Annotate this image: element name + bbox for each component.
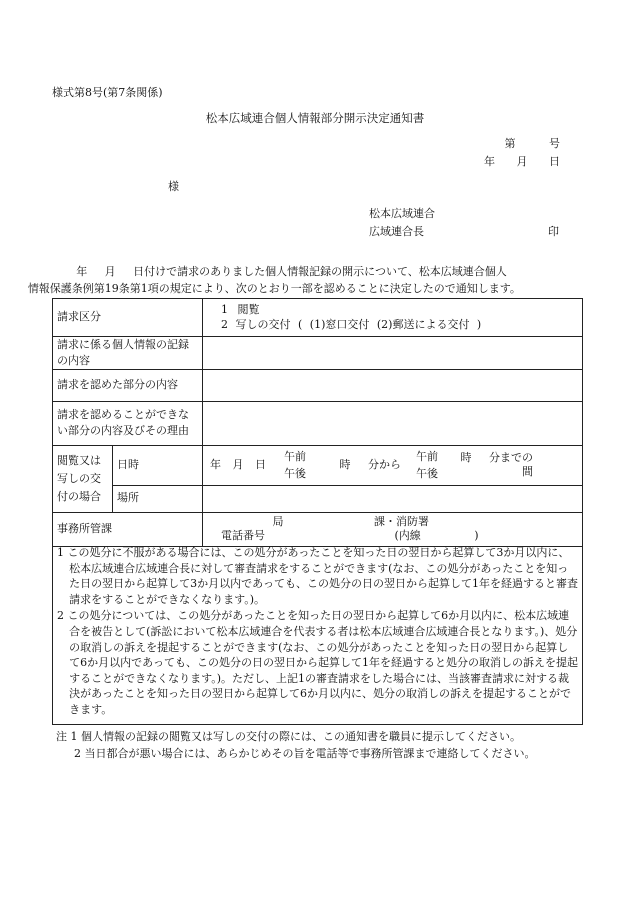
row-denied-part [53, 401, 583, 445]
office-section: 課・消防署 [374, 514, 429, 528]
addressee-suffix: 様 [168, 180, 179, 193]
note-1: 1 この処分に不服がある場合には、この処分があったことを知った日の翌日から起算して3か月以内に、松本広域連合広域連合長に対して審査請求をすることができます(なお、この処分があったことを知った日の翌日から起算して3か月以内であっても、この処分の日の翌日から起算して1年を経過すると審査請求をすることができなくなります。)。 [57, 546, 578, 606]
end-am: 午前 [416, 449, 438, 463]
start-pm: 午後 [284, 467, 306, 481]
viewing-label: 閲覧又は写しの交付の場合 [53, 445, 113, 512]
denied-part-value[interactable] [203, 401, 583, 445]
decision-table [52, 298, 583, 547]
place-value[interactable] [203, 485, 583, 512]
end-ampm [401, 448, 453, 483]
footnote-1: 注 1 個人情報の記録の閲覧又は写しの交付の際には、この通知書を職員に提示してください。 [56, 730, 521, 743]
office-bureau: 局 [272, 514, 284, 528]
request-type-label: 請求区分 [53, 299, 203, 337]
row-approved-part [53, 369, 583, 401]
footnote-2: 2 当日都合が悪い場合には、あらかじめその旨を電話等で事務所管課まで連絡してください。 [74, 747, 536, 761]
document-date-line: 年 月 日 [484, 155, 560, 168]
sender-head: 広域連合長 [369, 225, 424, 238]
approved-part-label: 請求を認めた部分の内容 [53, 369, 203, 401]
start-ampm [269, 448, 321, 483]
document-number-line: 第 号 [504, 137, 560, 150]
intro-line-1: 年 月 日付けで請求のありました個人情報記録の開示について、松本広域連合個人 [76, 265, 507, 278]
phone-label: 電話番号 [221, 529, 265, 543]
office-value [203, 512, 583, 546]
request-type-options [203, 299, 583, 337]
datetime-date: 年 月 日 [210, 457, 266, 471]
intro-line-2: 情報保護条例第19条第1項の規定により、次のとおり一部を認めることに決定したので通知します。 [27, 282, 521, 296]
datetime-label: 日時 [113, 445, 203, 485]
record-name-value[interactable] [203, 337, 583, 370]
seal-mark: 印 [548, 225, 559, 238]
place-label: 場所 [113, 485, 203, 512]
row-record-name [53, 337, 583, 370]
footnotes [56, 728, 596, 762]
denied-part-label: 請求を認めることができない部分の内容及びその理由 [53, 401, 203, 445]
option-viewing: 1 閲覧 [221, 302, 260, 316]
office-phone-line [207, 529, 578, 544]
row-request-type [53, 299, 583, 337]
datetime-value [203, 445, 583, 485]
end-time: 時 分までの間 [460, 450, 533, 479]
row-place [53, 485, 583, 512]
end-pm: 午後 [416, 467, 438, 481]
record-name-label: 請求に係る個人情報の記録の内容 [53, 337, 203, 370]
row-viewing-datetime [53, 445, 583, 485]
office-bureau-line [207, 515, 578, 530]
office-label: 事務所管課 [53, 512, 203, 546]
phone-extension: (内線 ) [394, 529, 479, 543]
row-office [53, 512, 583, 546]
approved-part-value[interactable] [203, 369, 583, 401]
option-copy: 2 写しの交付 ( (1)窓口交付 (2)郵送による交付 ) [221, 317, 482, 331]
sender-organization: 松本広域連合 [369, 207, 435, 220]
document-title: 松本広域連合個人情報部分開示決定通知書 [205, 111, 425, 125]
appeal-notes [52, 543, 583, 725]
note-2: 2 この処分については、この処分があったことを知った日の翌日から起算して6か月以内に、松本広域連合を被告として(訴訟において松本広域連合を代表する者は松本広域連合広域連合長となります。)、処分の取消しの訴えを提起することができます(なお、この処分があったことを知った日の翌日から起算して6か月以内であっても、この処分の日の翌日から起算して1年を経過すると処分の取消しの訴えを提起することができなくなります。)。ただし、上記1の審査請求をした場合には、当該審査請求に対する裁決があったことを知った日の翌日から起算して6か月以内に、処分の取消しの訴えを提起することができます。 [57, 609, 578, 717]
start-am: 午前 [284, 449, 306, 463]
start-time: 時 分から [339, 457, 401, 471]
intro-paragraph [27, 263, 582, 297]
form-number: 様式第8号(第7条関係) [52, 86, 163, 99]
